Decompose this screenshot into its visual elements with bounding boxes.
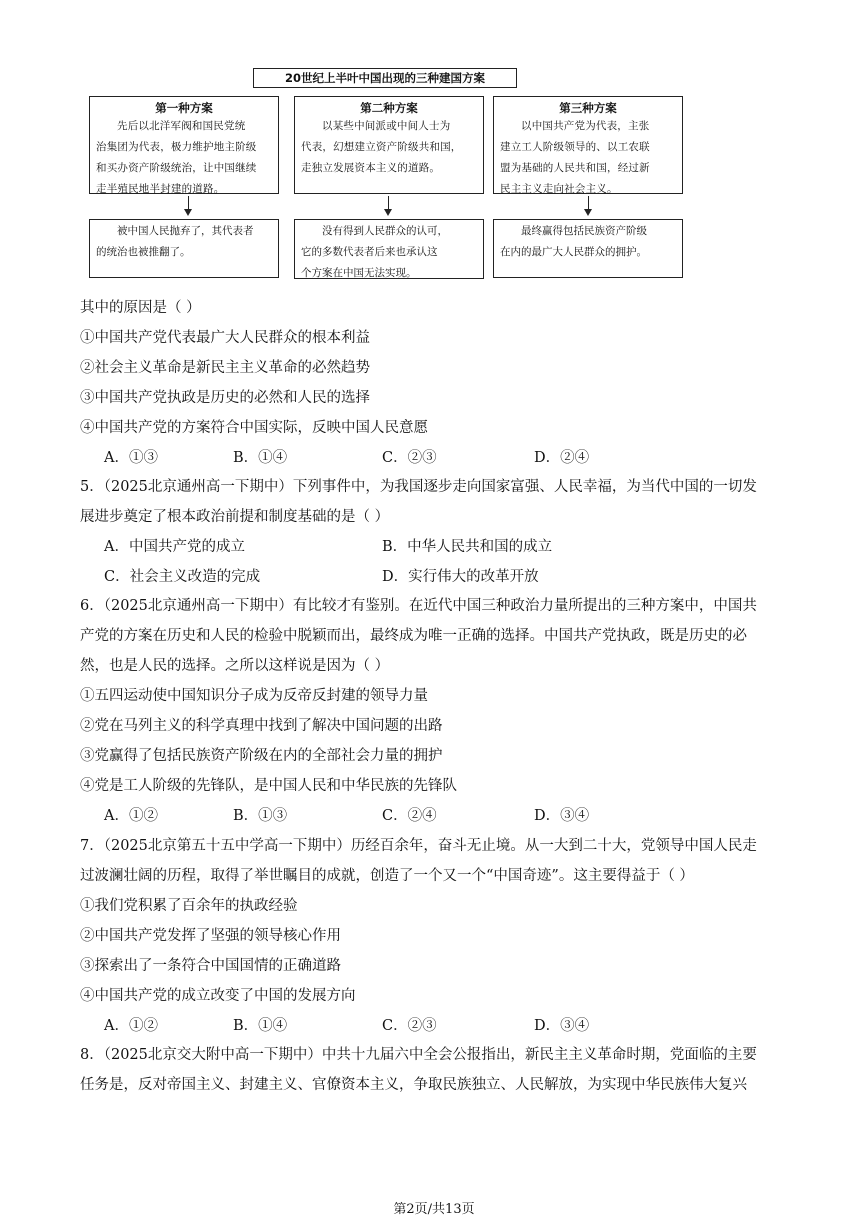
question-6-text: 6．（2025北京通州高一下期中）有比较才有鉴别。在近代中国三种政治力量所提出的三种方案中，中国共 xyxy=(80,598,757,614)
option-d[interactable]: D．③④ xyxy=(534,1018,590,1034)
option-b[interactable]: B．①③ xyxy=(233,808,288,824)
question-8-text: 8．（2025北京交大附中高一下期中）中共十九届六中全会公报指出，新民主主义革命时期，党面临的主要 xyxy=(80,1047,757,1063)
plan-box-3 xyxy=(493,96,683,194)
plan-text: 以某些中间派或中间人士为 代表，幻想建立资产阶级共和国， 走独立发展资本主义的道路。 xyxy=(301,120,462,174)
statement-item: ④党是工人阶级的先锋队，是中国人民和中华民族的先锋队 xyxy=(80,778,457,794)
plan-text: 以中国共产党为代表，主张 建立工人阶级领导的、以工农联 盟为基础的人民共和国，经过新 民主主义走向社会主义。 xyxy=(500,120,650,195)
plan-box-1 xyxy=(89,96,279,194)
question-6-text: 产党的方案在历史和人民的检验中脱颖而出，最终成为唯一正确的选择。中国共产党执政，既是历史的必 xyxy=(80,628,747,644)
option-c[interactable]: C．②③ xyxy=(382,450,437,466)
option-c[interactable]: C．②④ xyxy=(382,808,437,824)
down-arrow-icon xyxy=(584,196,594,218)
option-d[interactable]: D．②④ xyxy=(534,450,590,466)
option-a[interactable]: A．①② xyxy=(104,1018,158,1034)
result-box-3: 最终赢得包括民族资产阶级 在内的最广大人民群众的拥护。 xyxy=(493,219,683,278)
question-5-text: 展进步奠定了根本政治前提和制度基础的是（ ） xyxy=(80,509,390,525)
option-c[interactable]: C．社会主义改造的完成 xyxy=(104,569,261,585)
plan-box-2 xyxy=(294,96,484,194)
plan-title: 第一种方案 xyxy=(155,101,213,115)
option-a[interactable]: A．中国共产党的成立 xyxy=(104,539,245,555)
down-arrow-icon xyxy=(384,196,394,218)
option-a[interactable]: A．①③ xyxy=(104,450,158,466)
statement-item: ①我们党积累了百余年的执政经验 xyxy=(80,898,298,914)
option-d[interactable]: D．实行伟大的改革开放 xyxy=(382,569,539,585)
question-5-text: 5．（2025北京通州高一下期中）下列事件中，为我国逐步走向国家富强、人民幸福，为当代中国的一切发 xyxy=(80,479,757,495)
plan-title: 第二种方案 xyxy=(360,101,418,115)
option-b[interactable]: B．中华人民共和国的成立 xyxy=(382,539,553,555)
plan-title: 第三种方案 xyxy=(559,101,617,115)
option-d[interactable]: D．③④ xyxy=(534,808,590,824)
statement-item: ③中国共产党执政是历史的必然和人民的选择 xyxy=(80,390,370,406)
statement-item: ②社会主义革命是新民主主义革命的必然趋势 xyxy=(80,360,370,376)
question-7-text: 过波澜壮阔的历程，取得了举世瞩目的成就，创造了一个又一个“中国奇迹”。这主要得益于（ ） xyxy=(80,868,694,884)
question-7-text: 7．（2025北京第五十五中学高一下期中）历经百余年，奋斗无止境。从一大到二十大，党领导中国人民走 xyxy=(80,838,757,854)
statement-item: ①五四运动使中国知识分子成为反帝反封建的领导力量 xyxy=(80,688,428,704)
option-b[interactable]: B．①④ xyxy=(233,1018,288,1034)
statement-item: ④中国共产党的方案符合中国实际，反映中国人民意愿 xyxy=(80,420,428,436)
statement-item: ④中国共产党的成立改变了中国的发展方向 xyxy=(80,988,356,1004)
option-c[interactable]: C．②③ xyxy=(382,1018,437,1034)
down-arrow-icon xyxy=(184,196,194,218)
question-8-text: 任务是，反对帝国主义、封建主义、官僚资本主义，争取民族独立、人民解放，为实现中华民族伟大复兴 xyxy=(80,1077,747,1093)
option-a[interactable]: A．①② xyxy=(104,808,158,824)
diagram-title: 20世纪上半叶中国出现的三种建国方案 xyxy=(253,68,517,88)
question-6-text: 然，也是人民的选择。之所以这样说是因为（ ） xyxy=(80,658,390,674)
result-box-2: 没有得到人民群众的认可， 它的多数代表者后来也承认这 个方案在中国无法实现。 xyxy=(294,219,484,279)
result-box-1: 被中国人民抛弃了，其代表者 的统治也被推翻了。 xyxy=(89,219,279,278)
statement-item: ③党赢得了包括民族资产阶级在内的全部社会力量的拥护 xyxy=(80,748,443,764)
plan-text: 先后以北洋军阀和国民党统 治集团为代表，极力维护地主阶级 和买办资产阶级统治，让中国继续 走半殖民地半封建的道路。 xyxy=(96,120,257,195)
option-b[interactable]: B．①④ xyxy=(233,450,288,466)
statement-item: ②党在马列主义的科学真理中找到了解决中国问题的出路 xyxy=(80,718,443,734)
statement-item: ①中国共产党代表最广大人民群众的根本利益 xyxy=(80,330,370,346)
statement-item: ③探索出了一条符合中国国情的正确道路 xyxy=(80,958,341,974)
question-stem: 其中的原因是（ ） xyxy=(80,300,201,316)
page-number: 第2页/共13页 xyxy=(393,1202,475,1217)
statement-item: ②中国共产党发挥了坚强的领导核心作用 xyxy=(80,928,341,944)
